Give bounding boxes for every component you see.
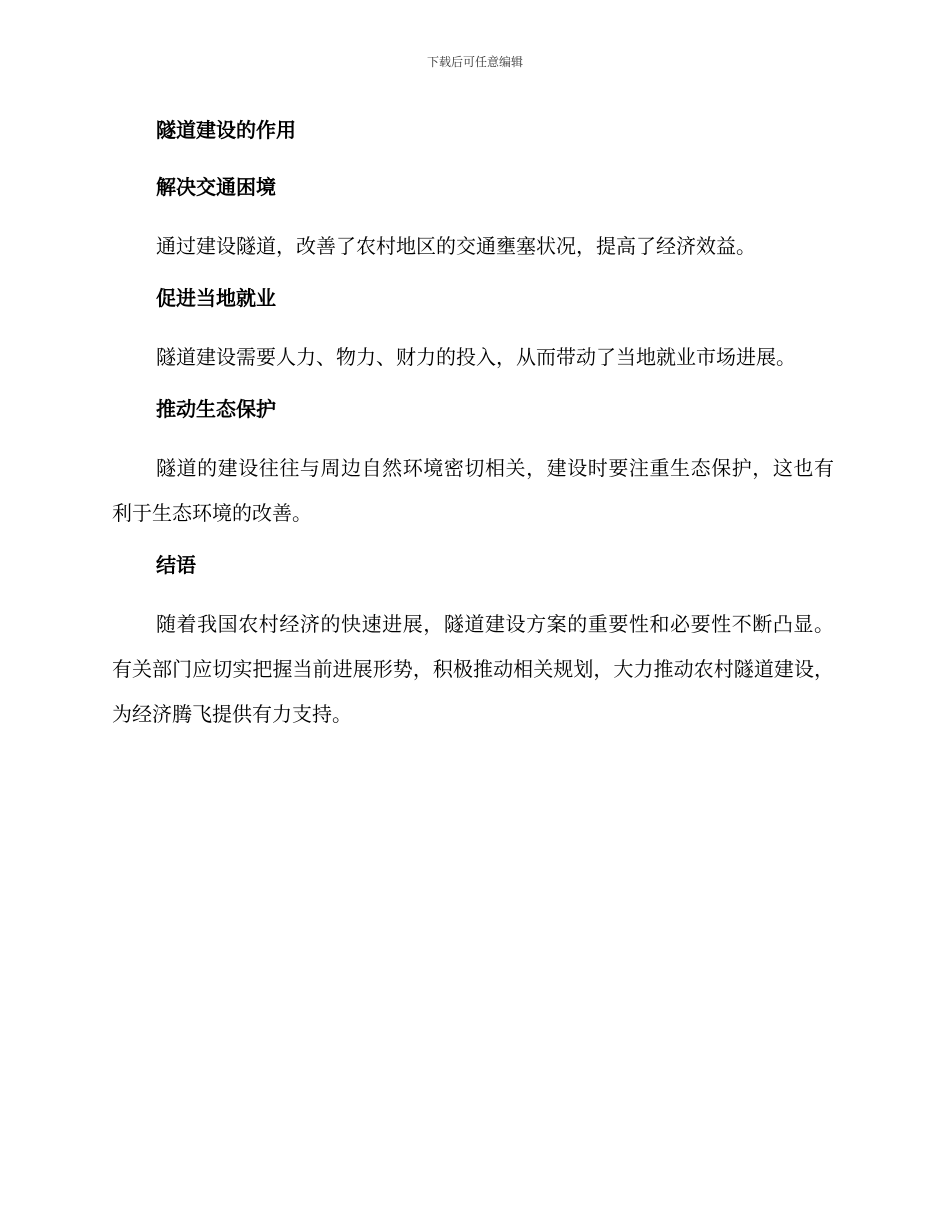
- section-paragraph-conclusion: 随着我国农村经济的快速进展，隧道建设方案的重要性和必要性不断凸显。有关部门应切实把握当前进展形势，积极推动相关规划，大力推动农村隧道建设，为经济腾飞提供有力支持。: [112, 612, 834, 726]
- document-body: [112, 110, 834, 737]
- document-title: 隧道建设的作用: [156, 118, 296, 142]
- section-paragraph-ecology: 隧道的建设往往与周边自然环境密切相关，建设时要注重生态保护，这也有利于生态环境的改善。: [112, 456, 834, 525]
- section-heading-traffic: 解决交通困境: [156, 175, 276, 199]
- section-heading-employment: 促进当地就业: [156, 286, 276, 310]
- section-paragraph-employment: 隧道建设需要人力、物力、财力的投入，从而带动了当地就业市场进展。: [156, 345, 796, 369]
- section-heading-conclusion: 结语: [156, 553, 196, 577]
- section-heading-ecology: 推动生态保护: [156, 397, 276, 421]
- page-header-note: 下载后可任意编辑: [426, 55, 523, 69]
- section-paragraph-traffic: 通过建设隧道，改善了农村地区的交通壅塞状况，提高了经济效益。: [156, 234, 756, 258]
